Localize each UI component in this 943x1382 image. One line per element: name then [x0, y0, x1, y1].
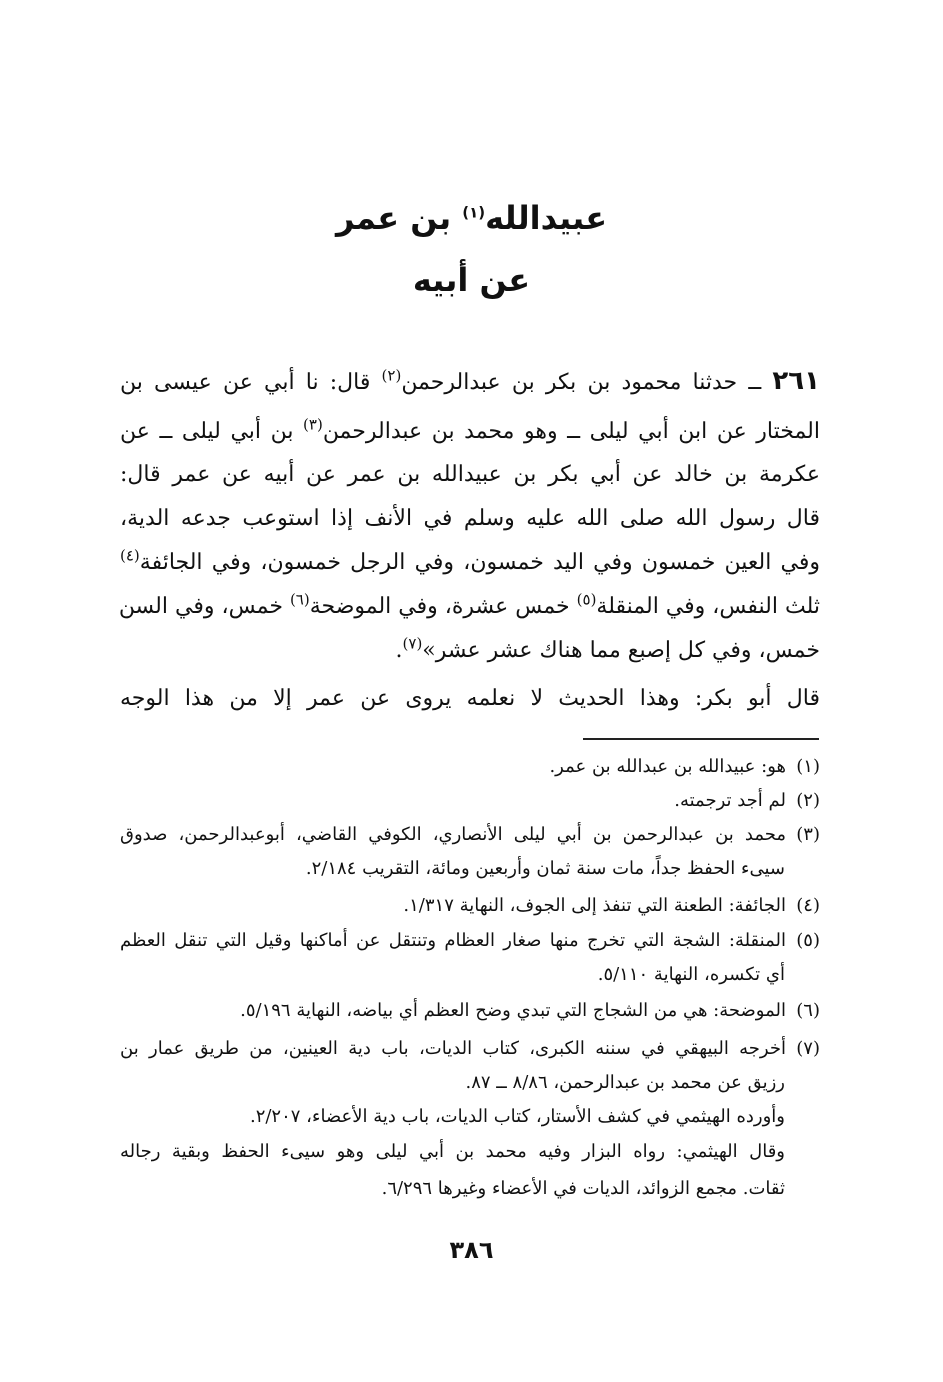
title-name: عبيدالله	[485, 199, 608, 237]
footnote-continuation: وقال الهيثمي: رواه البزار وفيه محمد بن أبي ليلى وهو سيىء الحفظ وبقية رجاله	[120, 1141, 785, 1162]
footnote-continuation: سيىء الحفظ جداً، مات سنة ثمان وأربعين ومائة، التقريب ٢/١٨٤.	[305, 858, 785, 879]
hadith-text: بن أبي ليلى ــ عن	[120, 419, 304, 444]
footnote	[120, 788, 820, 814]
footnote-ref: (٦)	[289, 590, 310, 609]
footnote-continuation: أي تكسره، النهاية ٥/١١٠.	[597, 964, 785, 985]
footnote-text: المنقلة: الشجة التي تخرج منها صغار العظام وتنتقل عن أماكنها وقيل التي تنقل العظم	[120, 930, 786, 951]
hadith-text: قال رسول الله صلى الله عليه وسلم في الأنف إذا استوعب جدعه الدية،	[120, 506, 820, 531]
hadith-line	[120, 592, 820, 622]
title-name-rest: بن عمر	[335, 199, 463, 237]
footnote-marker: (٥)	[796, 930, 820, 951]
hadith-text: خمس، وفي كل إصبع مما هناك عشر عشر»	[422, 638, 820, 663]
footnote-separator	[583, 738, 819, 740]
hadith-line	[120, 636, 820, 666]
footnote-marker: (٣)	[796, 824, 820, 845]
footnote	[120, 1036, 820, 1062]
hadith-text: .	[395, 638, 403, 663]
footnote-ref: (٣)	[303, 415, 323, 434]
hadith-text: خمس، وفي السن	[118, 594, 290, 619]
footnote-continuation: رزيق عن محمد بن عبدالرحمن، ٨/٨٦ ــ ٨٧.	[465, 1072, 785, 1093]
chapter-title	[0, 196, 943, 240]
footnote-text: أخرجه البيهقي في سننه الكبرى، كتاب الديات، باب دية العينين، من طريق عمار بن	[120, 1038, 786, 1059]
hadith-line	[120, 548, 820, 578]
hadith-text: ثلث النفس، وفي المنقلة	[596, 594, 820, 619]
footnote-text: محمد بن عبدالرحمن بن أبي ليلى الأنصاري، الكوفي القاضي، أبوعبدالرحمن، صدوق	[120, 824, 786, 845]
footnote	[120, 893, 820, 919]
footnote-marker: (٦)	[796, 1000, 820, 1021]
page-number: ٣٨٦	[449, 1236, 494, 1264]
hadith-line	[120, 460, 820, 490]
footnote-text: هو: عبيدالله بن عبدالله بن عمر.	[549, 756, 786, 777]
hadith-text: خمس عشرة، وفي الموضحة	[309, 594, 577, 619]
hadith-text: المختار عن ابن أبي ليلى ــ وهو محمد بن عبدالرحمن	[322, 419, 820, 444]
footnote	[120, 928, 820, 954]
hadith-text: ــ حدثنا محمود بن بكر بن عبدالرحمن	[401, 370, 773, 395]
footnote-ref: (٥)	[576, 590, 597, 609]
hadith-text: قال: نا أبي عن عيسى بن	[120, 370, 382, 395]
footnote-ref: (٤)	[120, 546, 140, 565]
footnote-marker: (١)	[796, 756, 820, 777]
hadith-line	[120, 366, 820, 398]
hadith-text: عكرمة بن خالد عن أبي بكر بن عبيدالله بن عمر عن أبيه عن عمر قال:	[120, 462, 820, 487]
footnote-marker: (٧)	[796, 1038, 820, 1059]
footnote-ref: (٢)	[381, 366, 402, 385]
footnote-marker: (٢)	[796, 790, 820, 811]
hadith-number: ٢٦١	[772, 366, 820, 396]
author-comment: قال أبو بكر: وهذا الحديث لا نعلمه يروى عن عمر إلا من هذا الوجه	[120, 686, 820, 711]
footnote	[120, 822, 820, 848]
footnote	[120, 754, 820, 780]
footnote-text: لم أجد ترجمته.	[674, 790, 786, 811]
footnote	[120, 998, 820, 1024]
footnote-ref: (٧)	[402, 634, 423, 653]
footnote-continuation: وأورده الهيثمي في كشف الأستار، كتاب الديات، باب دية الأعضاء، ٢/٢٠٧.	[249, 1106, 785, 1127]
hadith-line	[120, 504, 820, 534]
footnote-continuation: ثقات. مجمع الزوائد، الديات في الأعضاء وغيرها ٦/٢٩٦.	[381, 1178, 785, 1199]
footnote-text: الموضحة: هي من الشجاج التي تبدي وضح العظم أي بياضه، النهاية ٥/١٩٦.	[240, 1000, 786, 1021]
hadith-text: وفي العين خمسون وفي اليد خمسون، وفي الرجل خمسون، وفي الجائفة	[139, 550, 820, 575]
chapter-subtitle: عن أبيه	[412, 261, 531, 299]
hadith-line	[120, 417, 820, 447]
footnote-ref: (١)	[462, 203, 486, 222]
footnote-text: الجائفة: الطعنة التي تنفذ إلى الجوف، النهاية ١/٣١٧.	[403, 895, 786, 916]
footnote-marker: (٤)	[796, 895, 820, 916]
